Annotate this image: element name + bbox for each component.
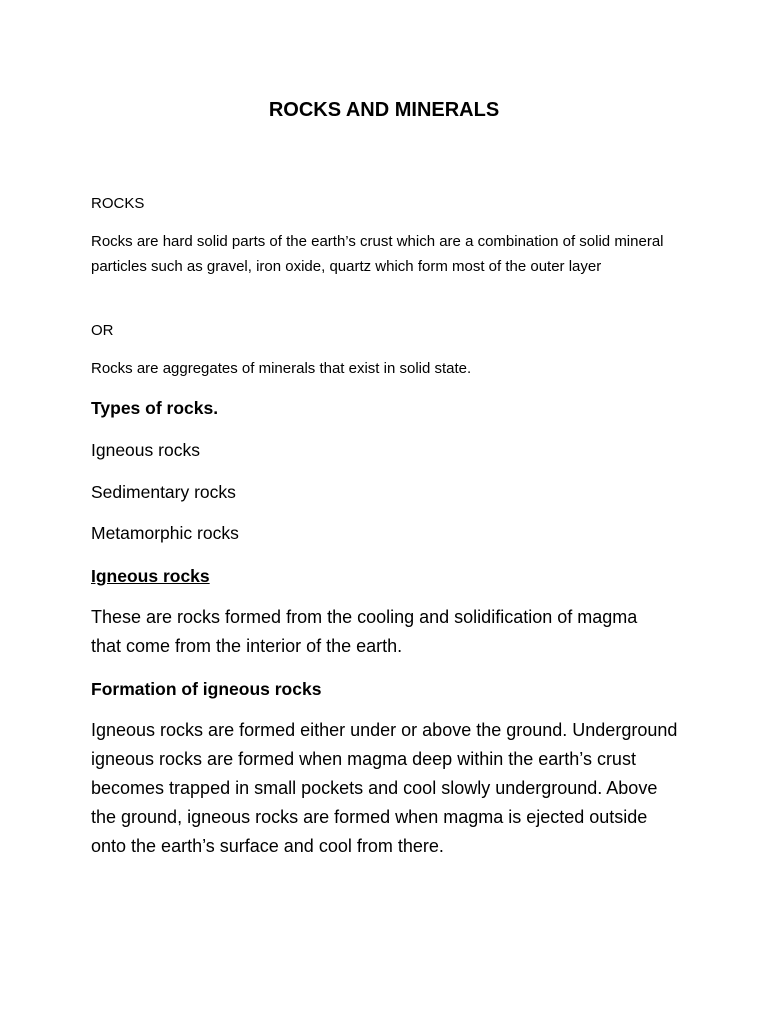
igneous-rocks-definition: These are rocks formed from the cooling and solidification of magma that come from the interior of the earth. xyxy=(91,607,638,656)
formation-heading: Formation of igneous rocks xyxy=(91,679,322,699)
formation-paragraph: Igneous rocks are formed either under or above the ground. Underground igneous rocks are formed when magma deep within the earth’s crust becomes trapped in small pockets and cool slowly underground. Above the ground, igneous rocks are formed when magma is ejected outside onto the earth’s surface and cool from there. xyxy=(91,720,678,856)
document-title: ROCKS AND MINERALS xyxy=(268,99,500,121)
types-of-rocks-heading: Types of rocks. xyxy=(91,398,219,418)
rocks-definition-2: Rocks are aggregates of minerals that exist in solid state. xyxy=(91,360,472,377)
rock-type-metamorphic: Metamorphic rocks xyxy=(91,523,239,543)
or-label: OR xyxy=(91,322,114,339)
igneous-rocks-heading: Igneous rocks xyxy=(91,566,210,586)
section-label-rocks: ROCKS xyxy=(91,195,145,212)
rock-type-igneous: Igneous rocks xyxy=(91,440,200,460)
rock-type-sedimentary: Sedimentary rocks xyxy=(91,482,236,502)
rocks-definition-1: Rocks are hard solid parts of the earth’s crust which are a combination of solid mineral particles such as gravel, iron oxide, quartz which form most of the outer layer xyxy=(91,233,664,275)
